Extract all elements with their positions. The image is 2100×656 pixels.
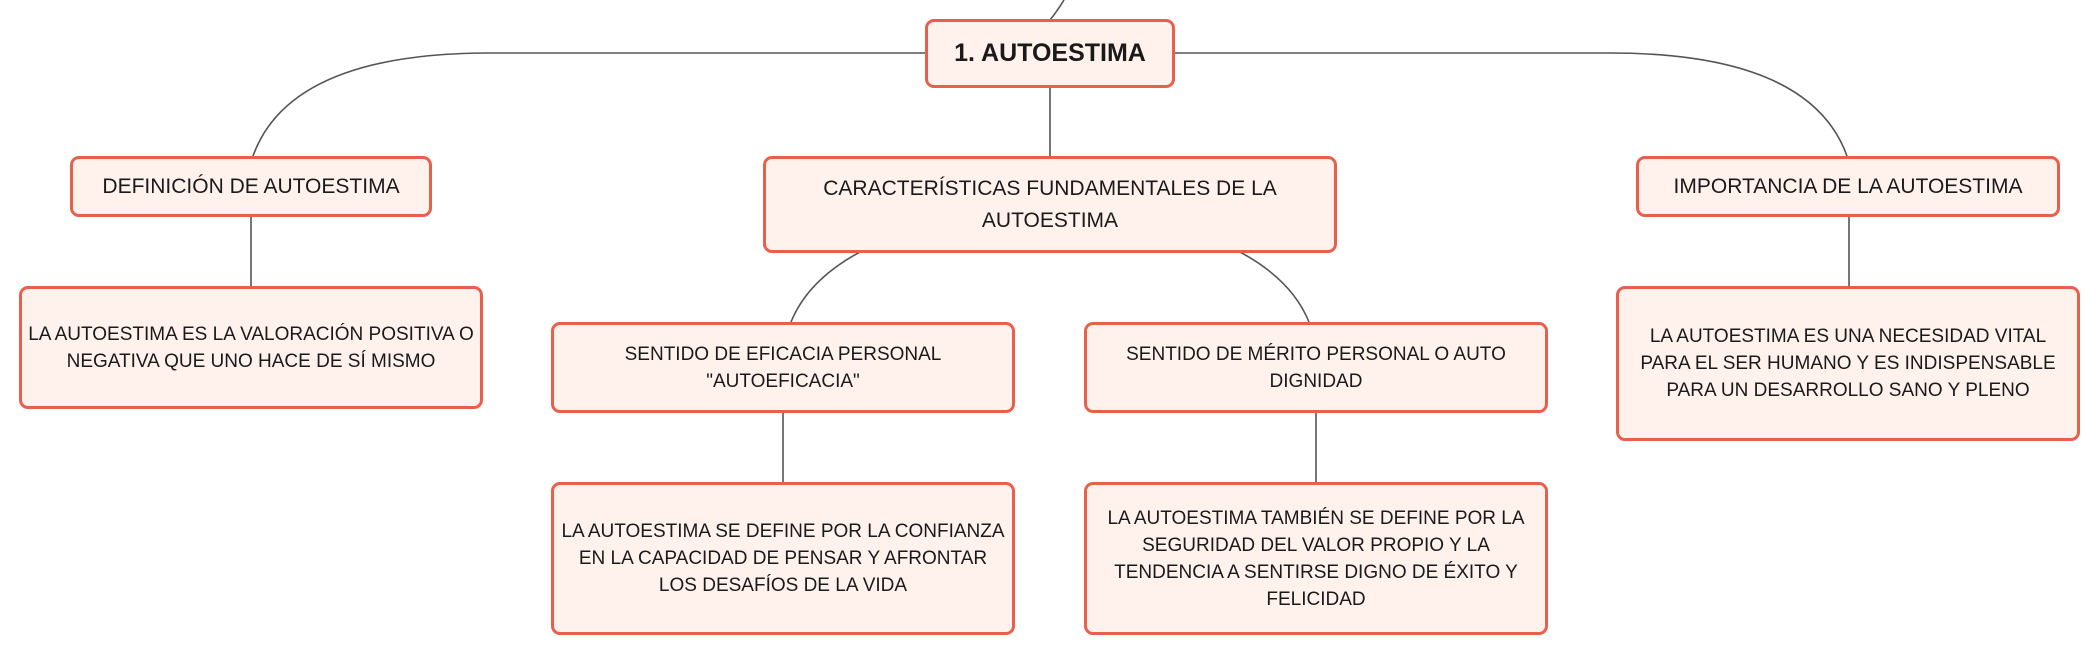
connector-root-definition: [253, 53, 927, 156]
definition-label: DEFINICIÓN DE AUTOESTIMA: [102, 174, 400, 198]
connector-characteristics-efficacy: [791, 252, 860, 322]
definition-node[interactable]: [70, 156, 432, 217]
root-label: 1. AUTOESTIMA: [954, 39, 1146, 67]
definition-detail-text: LA AUTOESTIMA ES LA VALORACIÓN POSITIVA O NEGATIVA QUE UNO HACE DE SÍ MISMO: [28, 323, 474, 372]
importance-detail-node[interactable]: [1616, 286, 2080, 441]
merit-label: SENTIDO DE MÉRITO PERSONAL O AUTO DIGNIDAD: [1126, 343, 1506, 392]
importance-node[interactable]: [1636, 156, 2060, 217]
connector-root-importance: [1174, 53, 1847, 156]
connector-parent-root: [1050, 0, 1064, 20]
efficacy-label: SENTIDO DE EFICACIA PERSONAL "AUTOEFICACIA": [624, 343, 942, 392]
merit-detail-text: LA AUTOESTIMA TAMBIÉN SE DEFINE POR LA SEGURIDAD DEL VALOR PROPIO Y LA TENDENCIA A SENTIRSE DIGNO DE ÉXITO Y FELICIDAD: [1107, 507, 1525, 610]
efficacy-detail-node[interactable]: [551, 482, 1015, 635]
definition-detail-node[interactable]: [19, 286, 483, 409]
characteristics-node[interactable]: [763, 156, 1337, 253]
characteristics-label: CARACTERÍSTICAS FUNDAMENTALES DE LA AUTOESTIMA: [823, 176, 1277, 232]
connector-characteristics-merit: [1240, 252, 1309, 322]
root-node[interactable]: [925, 19, 1175, 88]
merit-detail-node[interactable]: [1084, 482, 1548, 635]
importance-label: IMPORTANCIA DE LA AUTOESTIMA: [1673, 174, 2023, 198]
importance-detail-text: LA AUTOESTIMA ES UNA NECESIDAD VITAL PARA EL SER HUMANO Y ES INDISPENSABLE PARA UN DESARROLLO SANO Y PLENO: [1640, 326, 2056, 401]
merit-node[interactable]: [1084, 322, 1548, 413]
efficacy-node[interactable]: [551, 322, 1015, 413]
efficacy-detail-text: LA AUTOESTIMA SE DEFINE POR LA CONFIANZA EN LA CAPACIDAD DE PENSAR Y AFRONTAR LOS DESAFÍOS DE LA VIDA: [561, 521, 1005, 596]
